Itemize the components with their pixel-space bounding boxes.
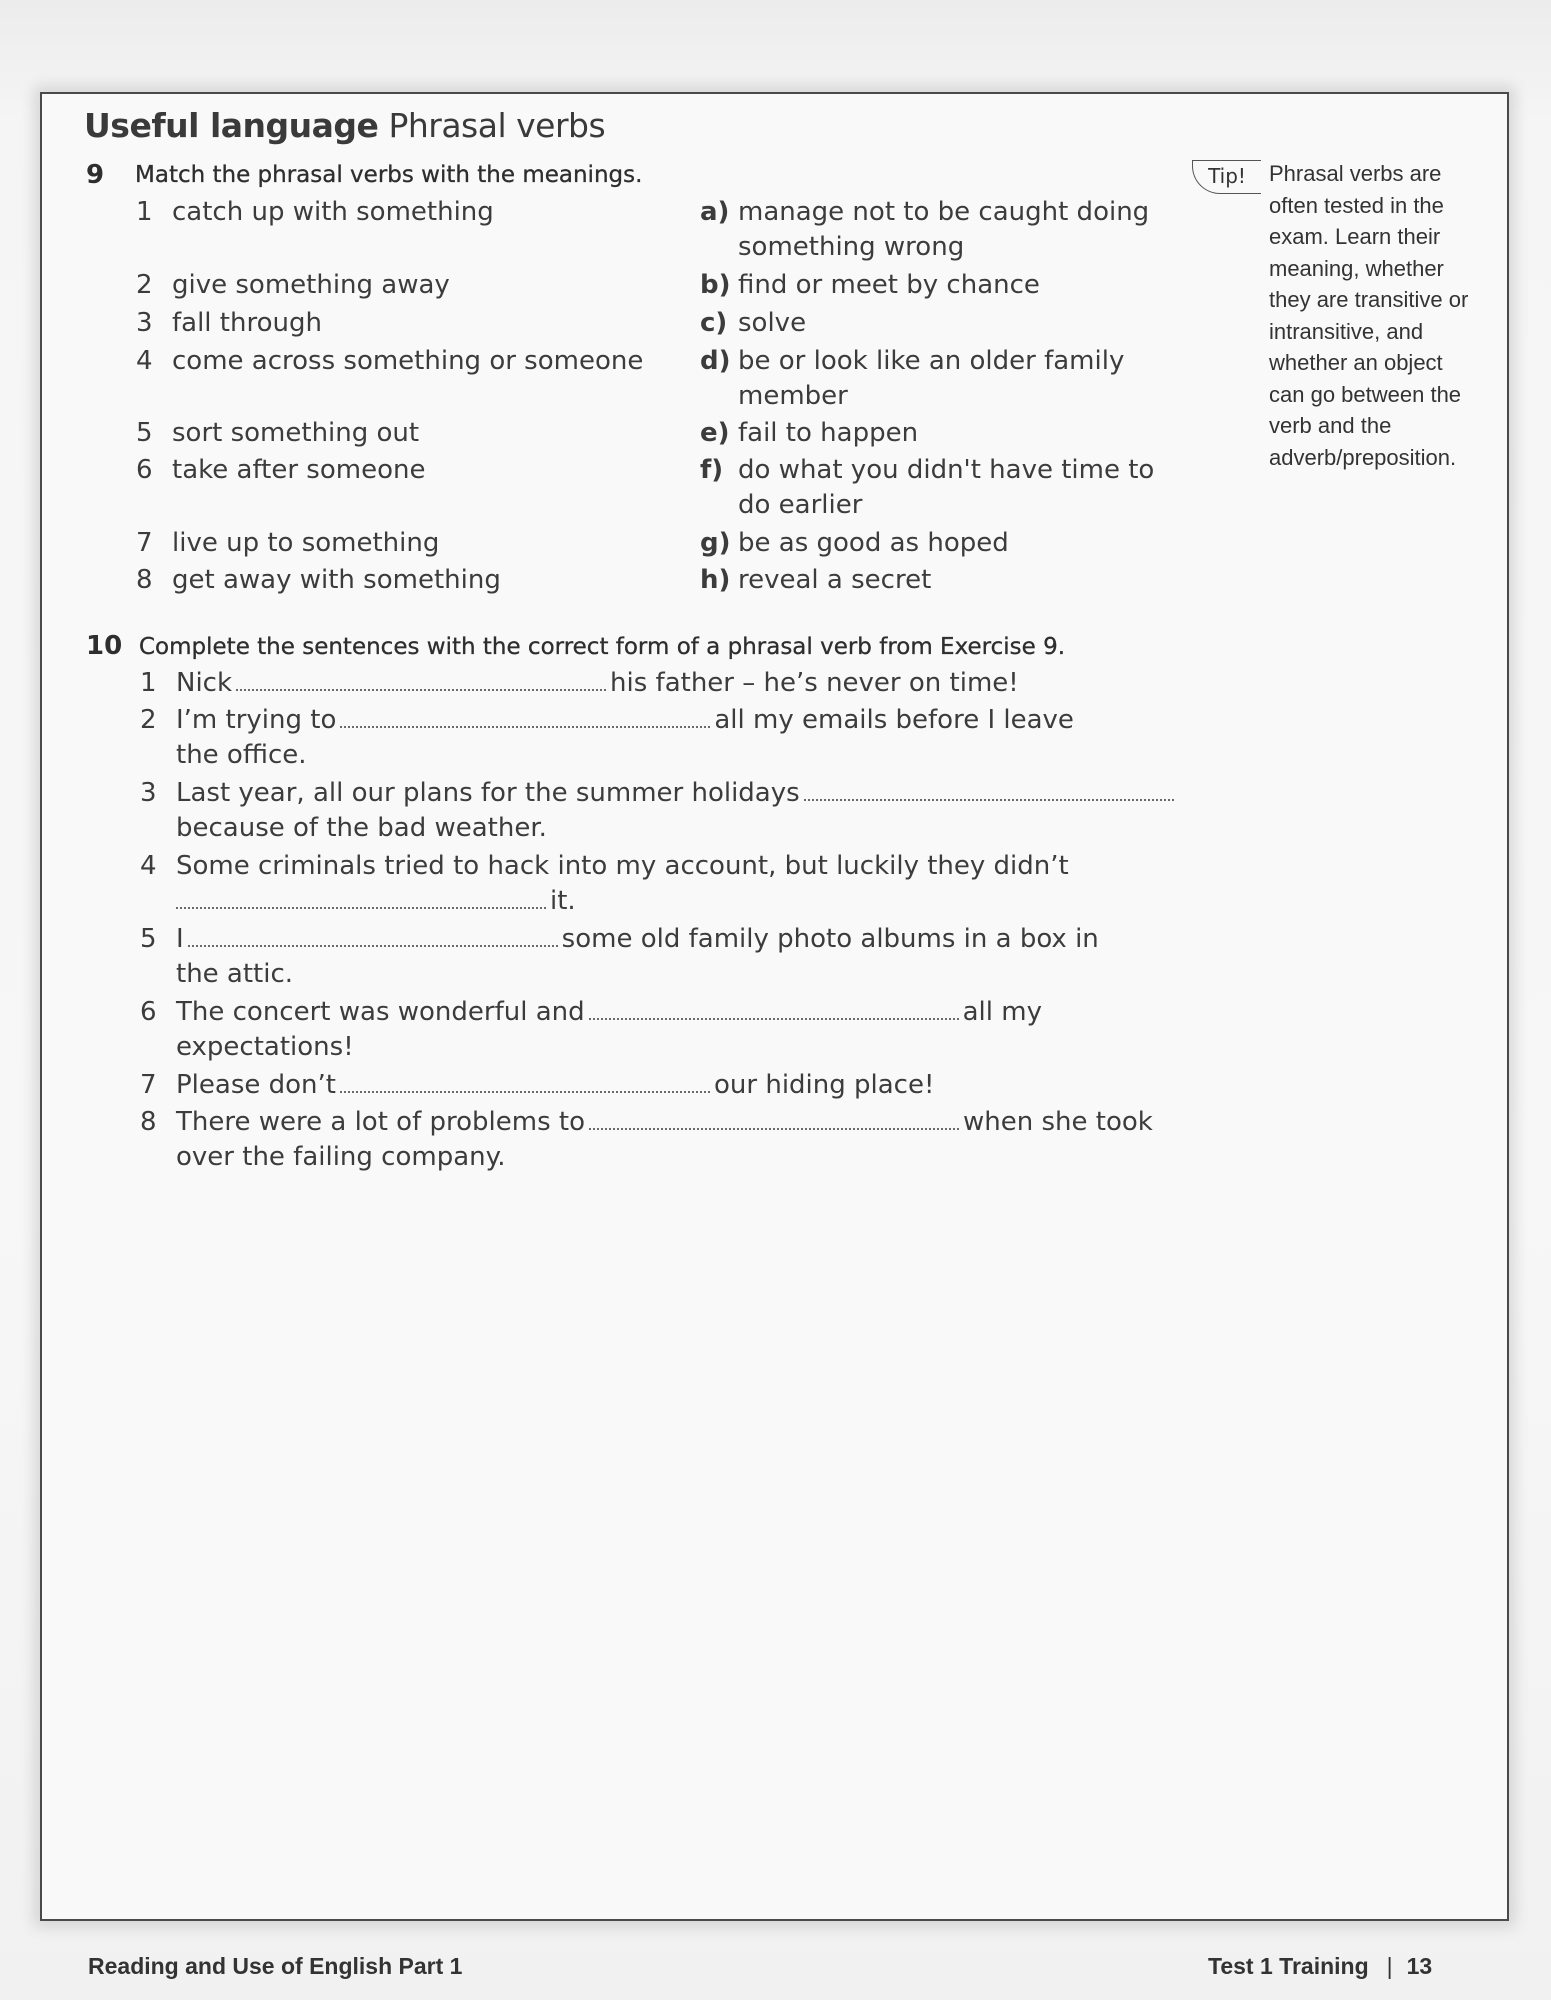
answer-blank[interactable] [589,998,959,1020]
answer-blank[interactable] [176,887,546,909]
section-title [84,106,605,145]
answer-blank[interactable] [236,669,606,691]
section-title-main: Useful language [84,106,379,145]
tip-text: Phrasal verbs are often tested in the exam. Learn their meaning, whether they are transitive or intransitive, and whether an object can go between the verb and the adverb/preposition. [1269,161,1469,470]
answer-blank[interactable] [188,925,558,947]
footer-test-label [1208,1953,1432,1980]
footer-section-label: Reading and Use of English Part 1 [88,1953,463,1979]
footer-training: Training [1279,1953,1369,1979]
section-subtitle: Phrasal verbs [388,106,606,145]
tip-label: Tip! [1192,160,1261,194]
page-number: 13 [1406,1953,1433,1979]
exercise-10-number: 10 [86,631,123,661]
answer-blank[interactable] [804,779,1174,801]
footer-test: Test 1 [1208,1953,1273,1979]
exercise-9-number: 9 [86,160,105,190]
exercise-10-instruction: Complete the sentences with the correct form of a phrasal verb from Exercise 9. [139,634,1066,660]
exercise-9-instruction: Match the phrasal verbs with the meanings. [135,162,643,188]
footer-separator: | [1386,1953,1393,1979]
answer-blank[interactable] [340,1071,710,1093]
answer-blank[interactable] [589,1108,959,1130]
answer-blank[interactable] [340,706,710,728]
